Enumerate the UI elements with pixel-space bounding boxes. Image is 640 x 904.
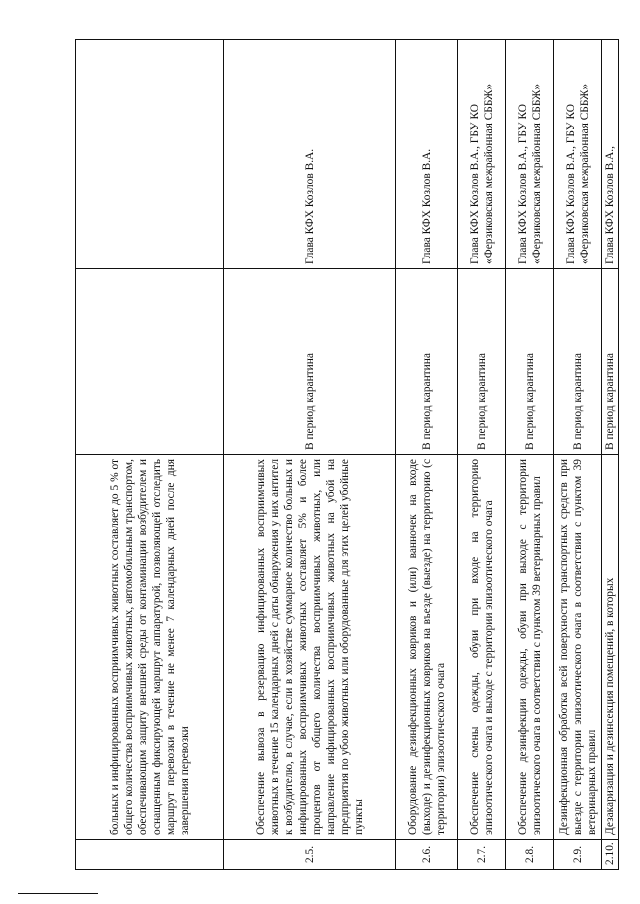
- measure-description: Дезинфекционная обработка всей поверхности транспортных средств при выезде с территории эпизоотического очага в соответствии с пунктом 39 ветеринарных правил: [554, 455, 602, 840]
- table-row: [396, 40, 458, 870]
- row-number: [76, 840, 224, 870]
- measure-responsible: Глава КФХ Козлов В.А., ГБУ КО «Ферзиковская межрайонная СББЖ»: [458, 40, 506, 269]
- row-number: 2.10.: [602, 840, 619, 870]
- measure-description: Оборудование дезинфекционных ковриков и (или) ванночек на входе (выходе) и дезинфекционных ковриков на въезде (выезде) на территорию (с территории) эпизоотического очага: [396, 455, 458, 840]
- measure-responsible: Глава КФХ Козлов В.А.: [224, 40, 396, 269]
- row-number: 2.6.: [396, 840, 458, 870]
- measure-term: В период карантина: [224, 269, 396, 455]
- row-number: 2.9.: [554, 840, 602, 870]
- footnote-separator-line: [18, 893, 98, 894]
- table-row: [506, 40, 554, 870]
- measure-description: Обеспечение вывоза в резервацию инфицированных восприимчивых животных в течение 15 календарных дней с даты обнаружения у них антител к возбудителю, в случае, если в хозяйстве суммарное количество больных и инфицированных восприимчивых животных составляет 5% и более процентов от общего количества восприимчивых животных, или направление инфицированных восприимчивых животных на убой на предприятия по убою животных или оборудованные для этих целей убойные пункты: [224, 455, 396, 840]
- rotated-document-page: [75, 40, 615, 870]
- measure-term: В период карантина: [602, 269, 619, 455]
- table-row: [458, 40, 506, 870]
- measure-description: Обеспечение смены одежды, обуви при входе на территорию эпизоотического очага и выходе с территории эпизоотического очага: [458, 455, 506, 840]
- measure-responsible: Глава КФХ Козлов В.А., ГБУ КО «Ферзиковская межрайонная СББЖ»: [506, 40, 554, 269]
- measure-description: больных и инфицированных восприимчивых животных составляет до 5 % от общего количества восприимчивых животных, автомобильным транспортом, обеспечивающим защиту внешней среды от контаминации возбудителем и оснащенным фиксирующей маршрут аппаратурой, позволяющей отследить маршрут перевозки в течение не менее 7 календарных дней после дня завершения перевозки: [76, 455, 224, 840]
- measure-term: В период карантина: [396, 269, 458, 455]
- measure-responsible: Глава КФХ Козлов В.А.,: [602, 40, 619, 269]
- row-number: 2.8.: [506, 840, 554, 870]
- table-row: [554, 40, 602, 870]
- table-row: [224, 40, 396, 870]
- measure-responsible: [76, 40, 224, 269]
- measure-term: В период карантина: [458, 269, 506, 455]
- measure-term: [76, 269, 224, 455]
- measure-term: В период карантина: [506, 269, 554, 455]
- measure-responsible: Глава КФХ Козлов В.А., ГБУ КО «Ферзиковская межрайонная СББЖ»: [554, 40, 602, 269]
- measure-responsible: Глава КФХ Козлов В.А.: [396, 40, 458, 269]
- table-row: [602, 40, 619, 870]
- measures-table: [75, 39, 619, 870]
- measure-term: В период карантина: [554, 269, 602, 455]
- row-number: 2.7.: [458, 840, 506, 870]
- measure-description: Обеспечение дезинфекции одежды, обуви при выходе с территории эпизоотического очага в соответствии с пунктом 39 ветеринарных правил: [506, 455, 554, 840]
- measure-description: Дезакаризация и дезинсекция помещений, в которых: [602, 455, 619, 840]
- row-number: 2.5.: [224, 840, 396, 870]
- table-row: [76, 40, 224, 870]
